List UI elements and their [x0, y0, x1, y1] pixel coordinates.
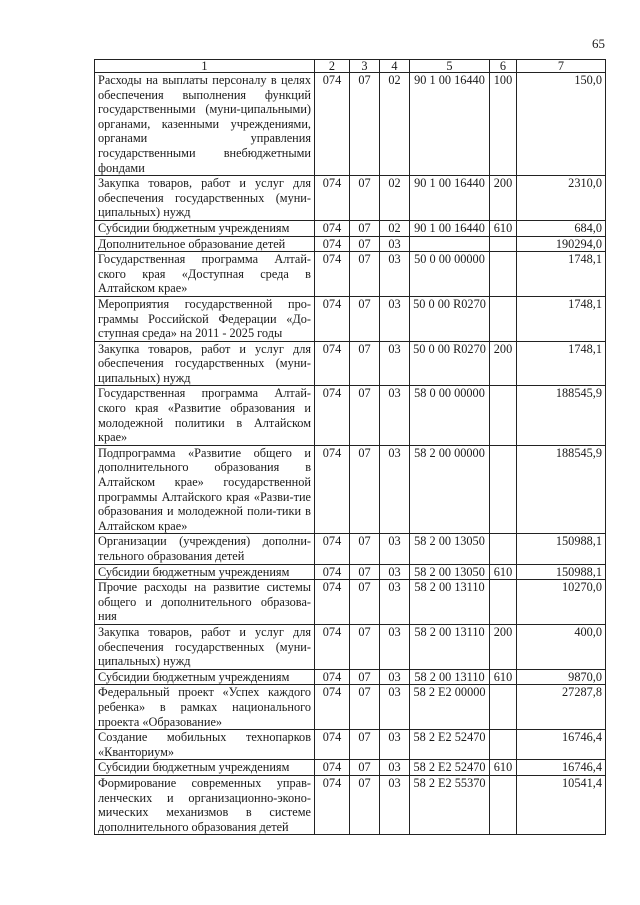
table-row — [95, 176, 606, 221]
table-row — [95, 296, 606, 341]
row-name-cell: Субсидии бюджетным учреждениям — [95, 760, 315, 776]
table-body — [95, 73, 606, 835]
row-admin-code-cell: 074 — [315, 220, 350, 236]
row-name-cell: Расходы на выплаты персоналу в целях обеспечения выполнения функций государственными (муни-ципальными) органами, казенными учреждениями, органами управления государственными внебюджетными фондами — [95, 73, 315, 176]
row-target-article-cell — [410, 236, 490, 252]
page-number: 65 — [592, 36, 605, 51]
table-row — [95, 73, 606, 176]
row-section-cell: 07 — [350, 73, 380, 176]
row-expense-type-cell: 610 — [490, 220, 517, 236]
row-amount-cell: 1748,1 — [517, 252, 606, 297]
row-subsection-cell: 03 — [380, 252, 410, 297]
row-admin-code-cell: 074 — [315, 534, 350, 564]
row-target-article-cell: 58 2 00 13050 — [410, 564, 490, 580]
row-amount-cell: 10270,0 — [517, 580, 606, 625]
row-section-cell: 07 — [350, 730, 380, 760]
row-expense-type-cell — [490, 685, 517, 730]
row-amount-cell: 150988,1 — [517, 534, 606, 564]
row-admin-code-cell: 074 — [315, 252, 350, 297]
header-col-2: 2 — [315, 60, 350, 73]
table-row — [95, 252, 606, 297]
row-expense-type-cell — [490, 534, 517, 564]
row-admin-code-cell: 074 — [315, 176, 350, 221]
budget-table — [94, 59, 606, 835]
row-name-cell: Закупка товаров, работ и услуг для обеспечения государственных (муни-ципальных) нужд — [95, 624, 315, 669]
row-section-cell: 07 — [350, 775, 380, 834]
row-target-article-cell: 58 2 00 13110 — [410, 624, 490, 669]
row-target-article-cell: 90 1 00 16440 — [410, 220, 490, 236]
row-amount-cell: 27287,8 — [517, 685, 606, 730]
row-expense-type-cell: 610 — [490, 564, 517, 580]
row-subsection-cell: 03 — [380, 386, 410, 445]
table-row — [95, 534, 606, 564]
table-row — [95, 730, 606, 760]
row-expense-type-cell — [490, 386, 517, 445]
row-subsection-cell: 02 — [380, 220, 410, 236]
row-name-cell: Государственная программа Алтай-ского края «Доступная среда в Алтайском крае» — [95, 252, 315, 297]
row-section-cell: 07 — [350, 760, 380, 776]
table-row — [95, 760, 606, 776]
row-subsection-cell: 03 — [380, 341, 410, 386]
row-subsection-cell: 03 — [380, 564, 410, 580]
row-target-article-cell: 50 0 00 00000 — [410, 252, 490, 297]
row-name-cell: Создание мобильных технопарков «Кванториум» — [95, 730, 315, 760]
row-admin-code-cell: 074 — [315, 236, 350, 252]
row-admin-code-cell: 074 — [315, 73, 350, 176]
row-admin-code-cell: 074 — [315, 624, 350, 669]
row-subsection-cell: 03 — [380, 236, 410, 252]
row-name-cell: Прочие расходы на развитие системы общего и дополнительного образова-ния — [95, 580, 315, 625]
row-name-cell: Организации (учреждения) дополни-тельного образования детей — [95, 534, 315, 564]
row-amount-cell: 190294,0 — [517, 236, 606, 252]
row-section-cell: 07 — [350, 220, 380, 236]
table-row — [95, 386, 606, 445]
row-subsection-cell: 03 — [380, 445, 410, 534]
table-row — [95, 445, 606, 534]
row-section-cell: 07 — [350, 386, 380, 445]
row-subsection-cell: 03 — [380, 760, 410, 776]
row-admin-code-cell: 074 — [315, 564, 350, 580]
row-subsection-cell: 03 — [380, 775, 410, 834]
row-admin-code-cell: 074 — [315, 685, 350, 730]
row-amount-cell: 150988,1 — [517, 564, 606, 580]
row-target-article-cell: 50 0 00 R0270 — [410, 341, 490, 386]
row-admin-code-cell: 074 — [315, 775, 350, 834]
row-section-cell: 07 — [350, 252, 380, 297]
row-expense-type-cell — [490, 580, 517, 625]
row-amount-cell: 188545,9 — [517, 386, 606, 445]
row-expense-type-cell — [490, 445, 517, 534]
row-amount-cell: 188545,9 — [517, 445, 606, 534]
row-subsection-cell: 02 — [380, 176, 410, 221]
row-expense-type-cell — [490, 252, 517, 297]
row-name-cell: Формирование современных управ-ленческих и организационно-эконо-мических механизмов в системе дополнительного образования детей — [95, 775, 315, 834]
table-header-row — [95, 60, 606, 73]
row-subsection-cell: 03 — [380, 669, 410, 685]
row-subsection-cell: 03 — [380, 534, 410, 564]
row-admin-code-cell: 074 — [315, 730, 350, 760]
row-expense-type-cell: 200 — [490, 176, 517, 221]
row-target-article-cell: 90 1 00 16440 — [410, 73, 490, 176]
row-name-cell: Федеральный проект «Успех каждого ребенка» в рамках национального проекта «Образование» — [95, 685, 315, 730]
row-expense-type-cell — [490, 730, 517, 760]
row-name-cell: Субсидии бюджетным учреждениям — [95, 669, 315, 685]
header-col-6: 6 — [490, 60, 517, 73]
row-target-article-cell: 58 2 E2 52470 — [410, 730, 490, 760]
row-target-article-cell: 58 0 00 00000 — [410, 386, 490, 445]
row-target-article-cell: 58 2 E2 00000 — [410, 685, 490, 730]
row-name-cell: Мероприятия государственной про-граммы Российской Федерации «До-ступная среда» на 2011 - 2025 годы — [95, 296, 315, 341]
row-subsection-cell: 03 — [380, 580, 410, 625]
row-section-cell: 07 — [350, 564, 380, 580]
row-subsection-cell: 03 — [380, 296, 410, 341]
row-section-cell: 07 — [350, 580, 380, 625]
row-amount-cell: 16746,4 — [517, 760, 606, 776]
row-target-article-cell: 58 2 E2 55370 — [410, 775, 490, 834]
table-row — [95, 624, 606, 669]
row-amount-cell: 2310,0 — [517, 176, 606, 221]
row-subsection-cell: 03 — [380, 624, 410, 669]
row-amount-cell: 9870,0 — [517, 669, 606, 685]
row-expense-type-cell — [490, 296, 517, 341]
row-section-cell: 07 — [350, 669, 380, 685]
table-row — [95, 669, 606, 685]
row-name-cell: Государственная программа Алтай-ского края «Развитие образования и молодежной политики в Алтайском крае» — [95, 386, 315, 445]
row-section-cell: 07 — [350, 534, 380, 564]
row-name-cell: Дополнительное образование детей — [95, 236, 315, 252]
table-row — [95, 220, 606, 236]
row-expense-type-cell — [490, 236, 517, 252]
row-target-article-cell: 58 2 E2 52470 — [410, 760, 490, 776]
table-row — [95, 685, 606, 730]
header-col-4: 4 — [380, 60, 410, 73]
row-subsection-cell: 02 — [380, 73, 410, 176]
row-name-cell: Субсидии бюджетным учреждениям — [95, 220, 315, 236]
row-admin-code-cell: 074 — [315, 341, 350, 386]
table-row — [95, 580, 606, 625]
row-subsection-cell: 03 — [380, 730, 410, 760]
table-row — [95, 236, 606, 252]
row-section-cell: 07 — [350, 296, 380, 341]
row-target-article-cell: 50 0 00 R0270 — [410, 296, 490, 341]
row-name-cell: Субсидии бюджетным учреждениям — [95, 564, 315, 580]
table-row — [95, 775, 606, 834]
row-amount-cell: 684,0 — [517, 220, 606, 236]
row-section-cell: 07 — [350, 176, 380, 221]
row-name-cell: Закупка товаров, работ и услуг для обеспечения государственных (муни-ципальных) нужд — [95, 176, 315, 221]
row-subsection-cell: 03 — [380, 685, 410, 730]
header-col-3: 3 — [350, 60, 380, 73]
row-admin-code-cell: 074 — [315, 669, 350, 685]
row-admin-code-cell: 074 — [315, 445, 350, 534]
table-row — [95, 341, 606, 386]
row-expense-type-cell: 200 — [490, 341, 517, 386]
row-admin-code-cell: 074 — [315, 296, 350, 341]
row-amount-cell: 150,0 — [517, 73, 606, 176]
row-target-article-cell: 58 2 00 13110 — [410, 669, 490, 685]
row-amount-cell: 400,0 — [517, 624, 606, 669]
row-target-article-cell: 90 1 00 16440 — [410, 176, 490, 221]
row-target-article-cell: 58 2 00 13110 — [410, 580, 490, 625]
row-amount-cell: 1748,1 — [517, 296, 606, 341]
row-expense-type-cell: 200 — [490, 624, 517, 669]
row-target-article-cell: 58 2 00 00000 — [410, 445, 490, 534]
row-expense-type-cell: 610 — [490, 669, 517, 685]
row-expense-type-cell: 100 — [490, 73, 517, 176]
row-section-cell: 07 — [350, 685, 380, 730]
row-section-cell: 07 — [350, 236, 380, 252]
row-target-article-cell: 58 2 00 13050 — [410, 534, 490, 564]
row-name-cell: Закупка товаров, работ и услуг для обеспечения государственных (муни-ципальных) нужд — [95, 341, 315, 386]
row-section-cell: 07 — [350, 624, 380, 669]
header-col-1: 1 — [95, 60, 315, 73]
header-col-5: 5 — [410, 60, 490, 73]
row-amount-cell: 1748,1 — [517, 341, 606, 386]
row-expense-type-cell — [490, 775, 517, 834]
row-name-cell: Подпрограмма «Развитие общего и дополнительного образования в Алтайском крае» государственной программы Алтайского края «Разви-тие образования и молодежной поли-тики в Алтайском крае» — [95, 445, 315, 534]
row-admin-code-cell: 074 — [315, 760, 350, 776]
row-section-cell: 07 — [350, 445, 380, 534]
row-admin-code-cell: 074 — [315, 580, 350, 625]
row-admin-code-cell: 074 — [315, 386, 350, 445]
header-col-7: 7 — [517, 60, 606, 73]
row-section-cell: 07 — [350, 341, 380, 386]
row-amount-cell: 10541,4 — [517, 775, 606, 834]
table-row — [95, 564, 606, 580]
row-expense-type-cell: 610 — [490, 760, 517, 776]
row-amount-cell: 16746,4 — [517, 730, 606, 760]
